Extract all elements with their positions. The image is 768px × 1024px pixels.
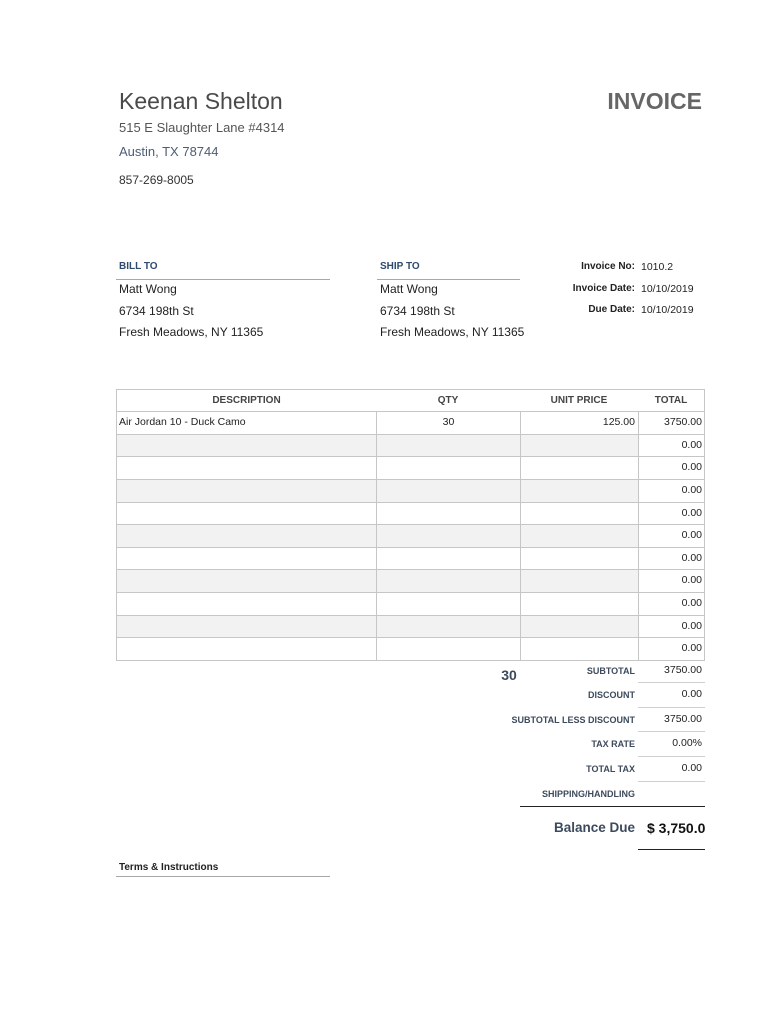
- item-unit-price: [520, 480, 638, 502]
- due-date-value: 10/10/2019: [641, 304, 694, 316]
- subtotal-row: [400, 659, 705, 684]
- due-date-row: [470, 303, 705, 325]
- invoice-number-row: [470, 260, 705, 282]
- column-header-qty: QTY: [437, 395, 459, 406]
- subtotal-value: 3750.00: [638, 659, 705, 684]
- invoice-number-value: 1010.2: [641, 261, 674, 273]
- item-total: 0.00: [638, 435, 704, 457]
- item-description: [117, 593, 376, 615]
- table-row: [117, 615, 704, 638]
- balance-due-label: Balance Due: [553, 820, 635, 835]
- table-row: [117, 456, 704, 479]
- item-description: [117, 503, 376, 525]
- item-qty: [376, 570, 520, 592]
- table-header-row: [117, 390, 704, 411]
- item-description: [117, 435, 376, 457]
- total-tax-row: [400, 757, 705, 782]
- tax-rate-value: 0.00%: [638, 732, 705, 757]
- item-total: 3750.00: [638, 412, 704, 434]
- invoice-date-value: 10/10/2019: [641, 282, 694, 295]
- invoice-meta: [470, 260, 705, 325]
- ship-to-name: Matt Wong: [380, 282, 438, 296]
- item-total: 0.00: [638, 593, 704, 615]
- item-qty: [376, 548, 520, 570]
- item-unit-price: [520, 548, 638, 570]
- table-row: [117, 502, 704, 525]
- sender-address-line1: 515 E Slaughter Lane #4314: [119, 120, 285, 135]
- bill-to-divider: [116, 279, 330, 280]
- discount-row: [400, 683, 705, 708]
- item-qty: [376, 616, 520, 638]
- bill-to-block: [116, 260, 330, 350]
- item-unit-price: [520, 503, 638, 525]
- subtotal-label: SUBTOTAL: [586, 665, 635, 676]
- column-header-unit-price: UNIT PRICE: [550, 395, 608, 406]
- item-total: 0.00: [638, 570, 704, 592]
- subtotal-less-discount-row: [400, 708, 705, 733]
- table-row: [117, 411, 704, 434]
- subtotal-less-discount-label: SUBTOTAL LESS DISCOUNT: [511, 714, 635, 725]
- ship-to-heading: SHIP TO: [380, 261, 420, 272]
- item-description: [117, 570, 376, 592]
- item-unit-price: [520, 457, 638, 479]
- item-unit-price: [520, 638, 638, 660]
- due-date-label: Due Date:: [588, 304, 635, 315]
- discount-label: DISCOUNT: [588, 690, 635, 701]
- item-unit-price: [520, 593, 638, 615]
- item-total: 0.00: [638, 480, 704, 502]
- sender-phone: 857-269-8005: [119, 173, 194, 187]
- item-qty: 30: [376, 412, 520, 434]
- total-tax-label: TOTAL TAX: [586, 764, 635, 775]
- ship-to-street: 6734 198th St: [380, 304, 455, 318]
- item-qty: [376, 435, 520, 457]
- shipping-handling-label: SHIPPING/HANDLING: [541, 788, 635, 799]
- sender-address-line2: Austin, TX 78744: [119, 144, 219, 159]
- item-total: 0.00: [638, 457, 704, 479]
- item-qty: [376, 525, 520, 547]
- item-unit-price: [520, 525, 638, 547]
- discount-value: 0.00: [638, 683, 705, 708]
- invoice-date-label: Invoice Date:: [572, 282, 635, 294]
- item-description: [117, 548, 376, 570]
- table-row: [117, 637, 704, 660]
- item-description: [117, 638, 376, 660]
- item-description: [117, 457, 376, 479]
- bill-to-name: Matt Wong: [119, 282, 177, 296]
- subtotal-less-discount-value: 3750.00: [638, 708, 705, 733]
- bill-to-city: Fresh Meadows, NY 11365: [119, 325, 264, 339]
- table-row: [117, 592, 704, 615]
- tax-rate-row: [400, 732, 705, 757]
- item-unit-price: [520, 570, 638, 592]
- item-qty: [376, 593, 520, 615]
- item-total: 0.00: [638, 548, 704, 570]
- terms-divider: [116, 876, 330, 877]
- invoice-number-label: Invoice No:: [581, 261, 635, 272]
- column-header-description: DESCRIPTION: [212, 395, 281, 406]
- ship-to-city: Fresh Meadows, NY 11365: [380, 325, 525, 339]
- tax-rate-label: TAX RATE: [591, 739, 635, 750]
- item-unit-price: 125.00: [520, 412, 638, 434]
- invoice-date-row: [470, 282, 705, 304]
- table-row: [117, 569, 704, 592]
- item-description: [117, 616, 376, 638]
- item-qty: [376, 638, 520, 660]
- balance-underline: [638, 849, 705, 850]
- line-items-table: [116, 389, 705, 661]
- quantity-sum: 30: [501, 667, 517, 683]
- table-row: [117, 547, 704, 570]
- balance-due-value: $ 3,750.0: [647, 820, 706, 836]
- shipping-handling-row: [400, 782, 705, 807]
- column-header-total: TOTAL: [654, 395, 688, 406]
- item-total: 0.00: [638, 638, 704, 660]
- item-description: [117, 480, 376, 502]
- document-title: INVOICE: [607, 88, 702, 114]
- sender-name: Keenan Shelton: [119, 88, 283, 114]
- balance-divider: [520, 806, 705, 807]
- item-description: [117, 525, 376, 547]
- total-tax-value: 0.00: [638, 757, 705, 782]
- terms-heading: Terms & Instructions: [119, 862, 219, 873]
- item-unit-price: [520, 616, 638, 638]
- table-row: [117, 524, 704, 547]
- shipping-handling-value: [638, 782, 705, 807]
- bill-to-street: 6734 198th St: [119, 304, 194, 318]
- table-row: [117, 434, 704, 457]
- bill-to-heading: BILL TO: [119, 261, 158, 272]
- item-total: 0.00: [638, 525, 704, 547]
- item-total: 0.00: [638, 616, 704, 638]
- item-qty: [376, 480, 520, 502]
- item-unit-price: [520, 435, 638, 457]
- item-qty: [376, 457, 520, 479]
- table-row: [117, 479, 704, 502]
- item-description: Air Jordan 10 - Duck Camo: [119, 416, 246, 428]
- item-total: 0.00: [638, 503, 704, 525]
- item-qty: [376, 503, 520, 525]
- totals-block: [400, 659, 705, 807]
